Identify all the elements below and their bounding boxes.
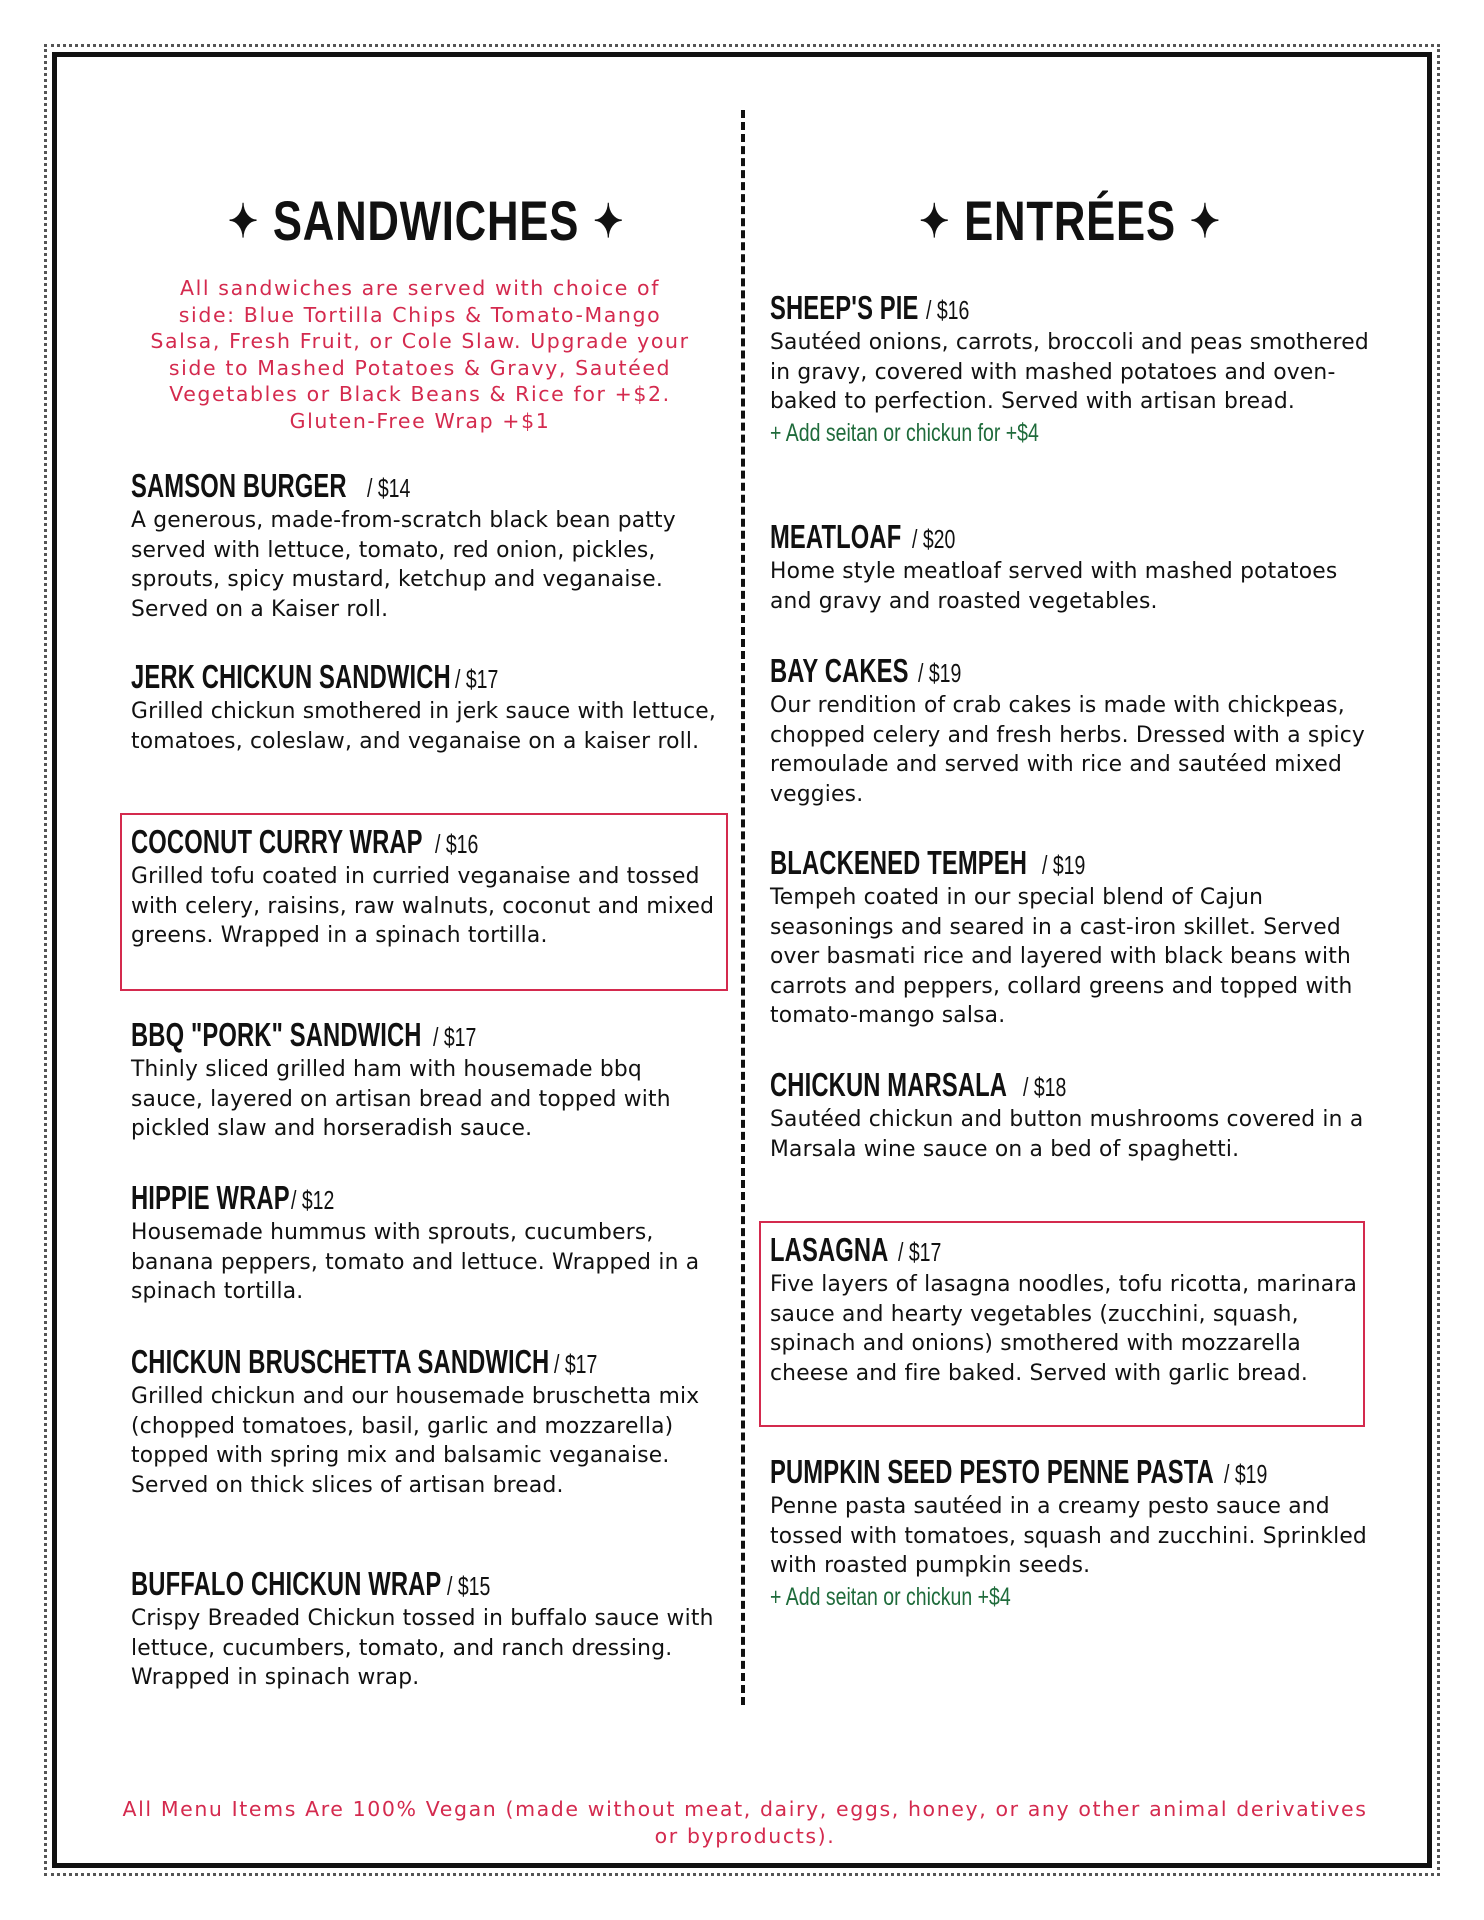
sparkle-icon: ✦: [1189, 194, 1221, 247]
menu-item-coconut-curry-wrap: [131, 822, 721, 951]
item-price: / $17: [455, 664, 499, 694]
item-price: / $17: [554, 1349, 598, 1379]
item-description: Thinly sliced grilled ham with housemade bbq sauce, layered on artisan bread and topped with pickled slaw and horseradish sauce.: [131, 1057, 671, 1141]
item-description: Sautéed onions, carrots, broccoli and peas smothered in gravy, covered with mashed potatoes and oven-baked to perfection. Served with artisan bread.: [770, 330, 1369, 414]
entrees-title: ENTRÉES: [964, 189, 1176, 252]
menu-item-samson-burger: [131, 466, 721, 624]
item-name: BLACKENED TEMPEH: [770, 844, 1028, 881]
menu-item-blackened-tempeh: [770, 843, 1370, 1031]
addon-option: + Add seitan or chickun +$4: [770, 1582, 1011, 1611]
item-description: Crispy Breaded Chickun tossed in buffalo sauce with lettuce, cucumbers, tomato, and ranch dressing. Wrapped in spinach wrap.: [131, 1606, 714, 1690]
menu-item-lasagna: [770, 1230, 1370, 1388]
item-description: Home style meatloaf served with mashed potatoes and gravy and roasted vegetables.: [770, 559, 1338, 614]
sandwiches-heading: [196, 188, 656, 253]
sandwiches-title: SANDWICHES: [272, 189, 580, 252]
item-price: / $19: [1223, 1459, 1267, 1489]
item-description: Sautéed chickun and button mushrooms covered in a Marsala wine sauce on a bed of spaghetti.: [770, 1107, 1364, 1162]
sparkle-icon: ✦: [593, 194, 625, 247]
item-price: / $17: [432, 1022, 476, 1052]
menu-item-chickun-marsala: [770, 1065, 1370, 1164]
item-name: JERK CHICKUN SANDWICH: [131, 658, 451, 695]
menu-item-chickun-bruschetta-sandwich: [131, 1342, 721, 1500]
item-price: / $16: [435, 829, 479, 859]
item-price: / $15: [447, 1571, 491, 1601]
item-price: / $18: [1023, 1072, 1067, 1102]
item-name: HIPPIE WRAP: [131, 1179, 290, 1216]
item-description: Grilled chickun and our housemade bruschetta mix (chopped tomatoes, basil, garlic and mozzarella) topped with spring mix and balsamic veganaise. Served on thick slices of artisan bread.: [131, 1384, 700, 1498]
menu-item-pumpkin-seed-pesto-penne-pasta: [770, 1452, 1370, 1612]
item-name: SAMSON BURGER: [131, 467, 347, 504]
menu-item-buffalo-chickun-wrap: [131, 1564, 721, 1693]
item-price: / $17: [897, 1237, 941, 1267]
item-name: BAY CAKES: [770, 652, 909, 689]
menu-item-sheeps-pie: [770, 288, 1370, 448]
item-name: MEATLOAF: [770, 518, 902, 555]
menu-item-meatloaf: [770, 517, 1370, 616]
item-description: Grilled tofu coated in curried veganaise and tossed with celery, raisins, raw walnuts, coconut and mixed greens. Wrapped in a spinach tortilla.: [131, 864, 715, 948]
item-price: / $16: [926, 295, 970, 325]
item-name: BBQ "PORK" SANDWICH: [131, 1016, 422, 1053]
menu-item-hippie-wrap: [131, 1178, 721, 1307]
menu-item-jerk-chickun-sandwich: [131, 657, 721, 756]
column-divider: [741, 110, 745, 1705]
item-name: CHICKUN BRUSCHETTA SANDWICH: [131, 1343, 550, 1380]
entrees-heading: [836, 188, 1304, 253]
sandwiches-intro: All sandwiches are served with choice of side: Blue Tortilla Chips & Tomato-Mango Salsa, Fresh Fruit, or Cole Slaw. Upgrade your side to Mashed Potatoes & Gravy, Sautéed Vegetables or Black Beans & Rice for +$2. Gluten-Free Wrap +$1: [150, 276, 690, 433]
sparkle-icon: ✦: [919, 194, 951, 247]
addon-option: + Add seitan or chickun for +$4: [770, 418, 1039, 447]
item-name: SHEEP'S PIE: [770, 289, 919, 326]
item-description: Penne pasta sautéed in a creamy pesto sauce and tossed with tomatoes, squash and zucchini. Sprinkled with roasted pumpkin seeds.: [770, 1494, 1367, 1578]
item-price: / $19: [917, 658, 961, 688]
sparkle-icon: ✦: [227, 194, 259, 247]
item-price: / $14: [366, 473, 410, 503]
item-name: CHICKUN MARSALA: [770, 1066, 1008, 1103]
item-description: Tempeh coated in our special blend of Cajun seasonings and seared in a cast-iron skillet. Served over basmati rice and layered with black beans with carrots and peppers, collard greens and topped with tomato-mango salsa.: [770, 885, 1353, 1028]
item-price: / $12: [291, 1185, 335, 1215]
item-name: BUFFALO CHICKUN WRAP: [131, 1565, 442, 1602]
item-name: PUMPKIN SEED PESTO PENNE PASTA: [770, 1453, 1214, 1490]
item-description: Grilled chickun smothered in jerk sauce with lettuce, tomatoes, coleslaw, and veganaise on a kaiser roll.: [131, 699, 716, 754]
vegan-footer-note: All Menu Items Are 100% Vegan (made without meat, dairy, eggs, honey, or any other animal derivatives or byproducts).: [122, 1797, 1368, 1848]
item-description: Our rendition of crab cakes is made with chickpeas, chopped celery and fresh herbs. Dressed with a spicy remoulade and served with rice and sautéed mixed veggies.: [770, 693, 1366, 807]
item-description: A generous, made-from-scratch black bean patty served with lettuce, tomato, red onion, pickles, sprouts, spicy mustard, ketchup and veganaise. Served on a Kaiser roll.: [131, 508, 676, 622]
item-name: COCONUT CURRY WRAP: [131, 823, 423, 860]
menu-item-bay-cakes: [770, 651, 1370, 809]
item-description: Five layers of lasagna noodles, tofu ricotta, marinara sauce and hearty vegetables (zucchini, squash, spinach and onions) smothered with mozzarella cheese and fire baked. Served with garlic bread.: [770, 1272, 1358, 1386]
menu-item-bbq-pork-sandwich: [131, 1015, 721, 1144]
item-price: / $19: [1042, 850, 1086, 880]
item-description: Housemade hummus with sprouts, cucumbers, banana peppers, tomato and lettuce. Wrapped in a spinach tortilla.: [131, 1220, 700, 1304]
item-price: / $20: [912, 524, 956, 554]
item-name: LASAGNA: [770, 1231, 889, 1268]
